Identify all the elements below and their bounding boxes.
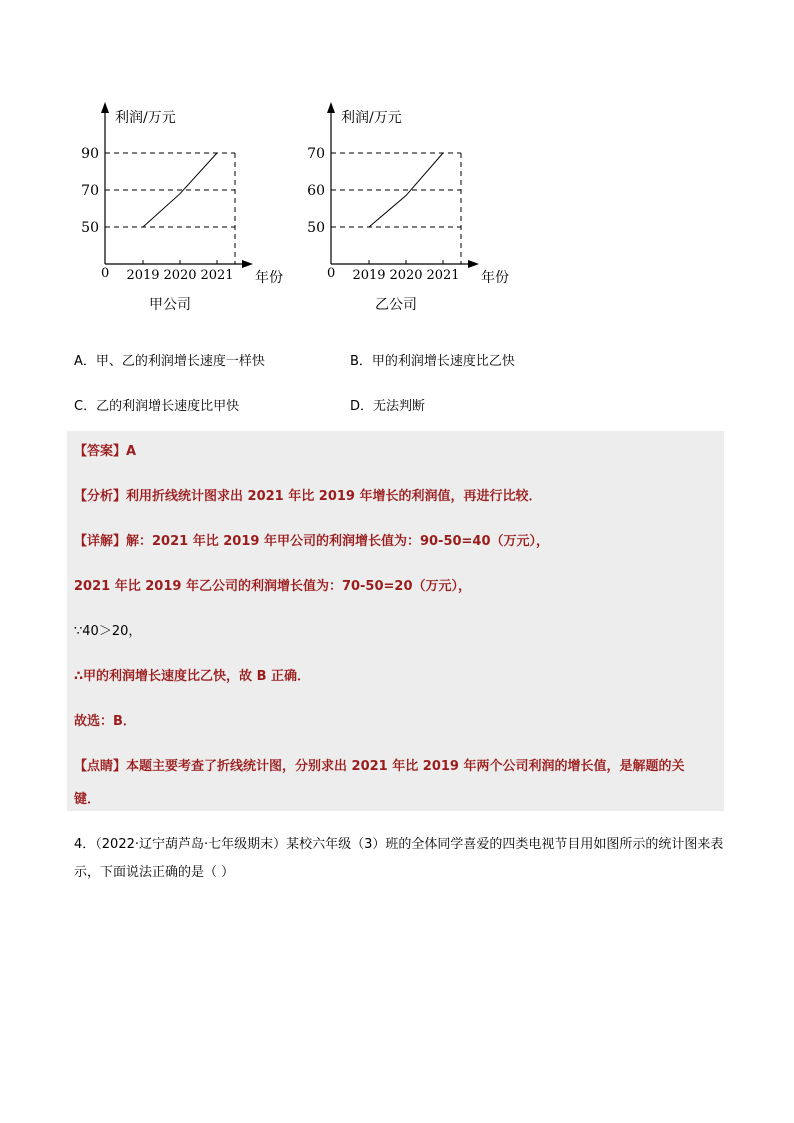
detail-line-5: 故选：B． — [74, 714, 136, 729]
x-tick-label: 2019 — [352, 268, 386, 283]
analysis-text: 利用折线统计图求出 2021 年比 2019 年增长的利润值，再进行比较． — [126, 489, 542, 504]
comment-text-1: 本题主要考查了折线统计图，分别求出 2021 年比 2019 年两个公司利润的增长值，是解题的关 — [126, 759, 685, 774]
x-axis-label: 年份 — [255, 270, 283, 286]
y-tick-label: 90 — [81, 146, 99, 162]
analysis-tag: 【分析】 — [74, 489, 127, 504]
detail-tag: 【详解】 — [74, 534, 127, 549]
detail-text-3: ∵40＞20， — [74, 624, 142, 639]
option-c[interactable]: C．乙的利润增长速度比甲快 — [74, 399, 240, 414]
x-tick-label: 2019 — [126, 268, 160, 283]
origin-label: 0 — [327, 266, 336, 281]
y-axis-label: 利润/万元 — [115, 110, 176, 126]
x-tick-label: 2021 — [426, 268, 460, 283]
question-4-text: 4．（2022·辽宁葫芦岛·七年级期末）某校六年级（3）班的全体同学喜爱的四类电视节目用如图所示的统计图来表示，下面说法正确的是（ ） — [74, 837, 724, 880]
y-tick-label: 60 — [307, 183, 325, 199]
detail-line-4: ∴甲的利润增长速度比乙快，故 B 正确． — [74, 669, 311, 684]
y-tick-label: 50 — [81, 220, 99, 236]
option-b[interactable]: B．甲的利润增长速度比乙快 — [350, 354, 515, 369]
y-axis-arrow — [101, 102, 109, 113]
answer-line: 【答案】A — [74, 444, 137, 459]
x-tick-label: 2021 — [200, 268, 234, 283]
option-d[interactable]: D．无法判断 — [350, 399, 426, 414]
chart-caption: 甲公司 — [149, 297, 191, 313]
x-axis-label: 年份 — [481, 270, 509, 286]
y-axis-arrow — [327, 102, 335, 113]
detail-line-3 — [74, 620, 141, 639]
y-tick-label: 70 — [307, 146, 325, 162]
x-axis-arrow — [242, 260, 253, 268]
origin-label: 0 — [101, 266, 110, 281]
option-a[interactable]: A．甲、乙的利润增长速度一样快 — [74, 354, 265, 369]
analysis-line — [74, 485, 541, 504]
detail-text-1: 解：2021 年比 2019 年甲公司的利润增长值为：90-50=40（万元）， — [126, 534, 550, 549]
y-tick-label: 50 — [307, 220, 325, 236]
y-tick-label: 70 — [81, 183, 99, 199]
line-chart-yi — [300, 96, 520, 316]
chart-caption: 乙公司 — [375, 297, 417, 313]
comment-tag: 【点睛】 — [74, 759, 127, 774]
x-axis-arrow — [468, 260, 479, 268]
detail-line-2: 2021 年比 2019 年乙公司的利润增长值为：70-50=20（万元）， — [74, 579, 472, 594]
y-axis-label: 利润/万元 — [341, 110, 402, 126]
chart-company-jia — [74, 96, 294, 320]
detail-line-1 — [74, 530, 549, 549]
comment-line-2: 键． — [74, 792, 101, 807]
x-tick-label: 2020 — [389, 268, 423, 283]
comment-line-1 — [74, 755, 684, 774]
chart-company-yi — [300, 96, 520, 320]
x-tick-label: 2020 — [163, 268, 197, 283]
line-chart-jia — [74, 96, 294, 316]
